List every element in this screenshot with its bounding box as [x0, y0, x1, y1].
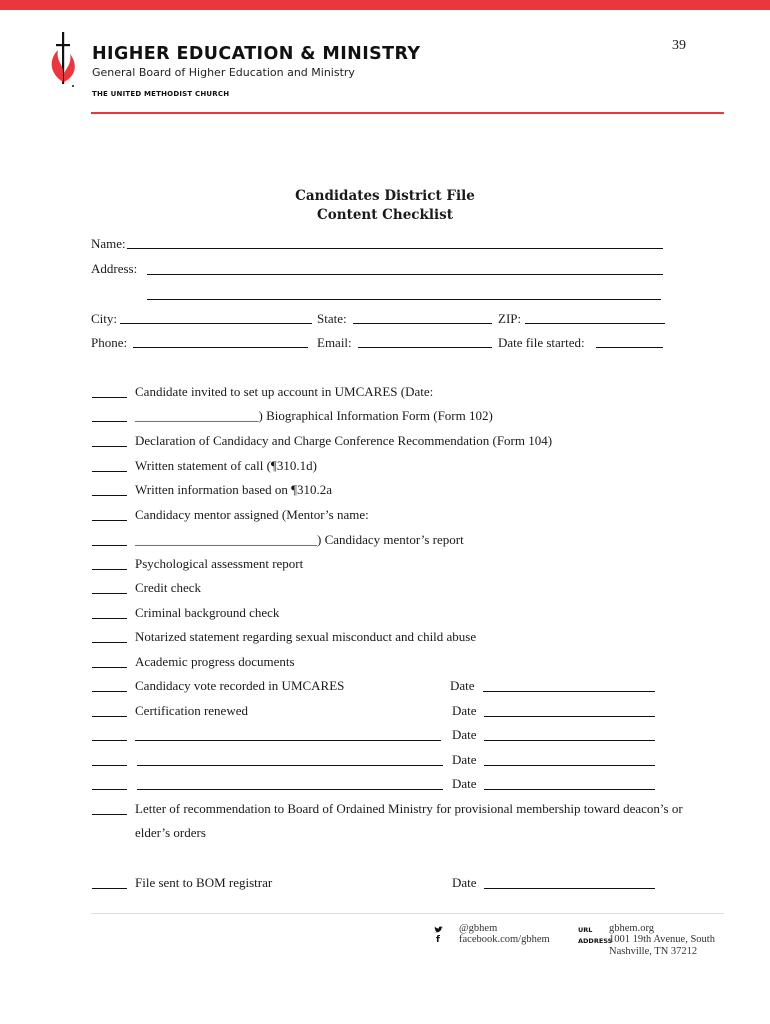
address-label: Address: — [91, 261, 138, 276]
checklist-item — [0, 458, 770, 476]
checklist-item — [0, 433, 770, 451]
date-field[interactable] — [484, 789, 655, 790]
twitter-handle[interactable]: @gbhem — [459, 923, 498, 934]
check-blank[interactable] — [92, 691, 127, 692]
checklist-item-text: elder’s orders — [135, 825, 206, 840]
checklist-item — [0, 556, 770, 574]
church-name: THE UNITED METHODIST CHURCH — [92, 90, 230, 98]
check-blank[interactable] — [92, 421, 127, 422]
check-blank[interactable] — [92, 471, 127, 472]
page-number: 39 — [672, 38, 686, 53]
cross-and-flame-logo-icon — [48, 30, 84, 88]
date-field[interactable] — [484, 888, 655, 889]
checklist-item — [0, 875, 770, 893]
url-key: URL — [578, 926, 593, 934]
check-blank[interactable] — [92, 495, 127, 496]
checklist-item-text: Criminal background check — [135, 605, 280, 620]
checklist-item — [0, 580, 770, 598]
checklist-item-text: Psychological assessment report — [135, 556, 304, 571]
facebook-icon: f — [436, 935, 440, 945]
checklist-item — [0, 532, 770, 550]
city-field[interactable] — [120, 323, 312, 324]
check-blank[interactable] — [92, 716, 127, 717]
date-field[interactable] — [484, 765, 655, 766]
date-label: Date — [452, 752, 477, 767]
check-blank[interactable] — [92, 593, 127, 594]
custom-item-field[interactable] — [137, 789, 443, 790]
check-blank[interactable] — [92, 446, 127, 447]
form-subtitle: Content Checklist — [317, 207, 453, 223]
check-blank[interactable] — [92, 888, 127, 889]
checklist-item-text: Certification renewed — [135, 703, 248, 718]
phone-label: Phone: — [91, 335, 128, 350]
organization-title: HIGHER EDUCATION & MINISTRY — [92, 44, 421, 64]
checklist-item-custom — [0, 727, 770, 745]
date-started-label: Date file started: — [498, 335, 585, 350]
check-blank[interactable] — [92, 618, 127, 619]
checklist-item — [0, 678, 770, 696]
date-field[interactable] — [483, 691, 655, 692]
check-blank[interactable] — [92, 545, 127, 546]
checklist-item-text: Declaration of Candidacy and Charge Conference Recommendation (Form 104) — [135, 433, 553, 448]
checklist-item-text: Candidacy mentor assigned (Mentor’s name: — [135, 507, 369, 522]
date-field[interactable] — [484, 740, 655, 741]
date-started-field[interactable] — [596, 347, 663, 348]
check-blank[interactable] — [92, 520, 127, 521]
checklist-item-text: Candidacy vote recorded in UMCARES — [135, 678, 345, 693]
address-line-2: Nashville, TN 37212 — [609, 946, 698, 957]
website-link[interactable]: gbhem.org — [609, 923, 655, 934]
address-field-line-2[interactable] — [147, 299, 661, 300]
checklist-item — [0, 507, 770, 525]
checklist-item-text: ____________________________) Candidacy mentor’s report — [135, 532, 464, 547]
checklist-item-text: Letter of recommendation to Board of Ordained Ministry for provisional membership toward deacon’s or — [135, 801, 683, 816]
address-key: ADDRESS — [578, 937, 613, 945]
checklist-item-text: Written statement of call (¶310.1d) — [135, 458, 317, 473]
checklist-item — [0, 408, 770, 426]
phone-field[interactable] — [133, 347, 308, 348]
city-label: City: — [91, 311, 118, 326]
date-field[interactable] — [484, 716, 655, 717]
twitter-icon — [434, 926, 443, 934]
header-divider — [91, 112, 724, 114]
checklist-item-text: Credit check — [135, 580, 202, 595]
date-label: Date — [452, 727, 477, 742]
checklist-item — [0, 482, 770, 500]
custom-item-field[interactable] — [137, 765, 443, 766]
check-blank[interactable] — [92, 789, 127, 790]
checklist-item-custom — [0, 752, 770, 770]
checklist-item-text: Academic progress documents — [135, 654, 295, 669]
footer-divider — [91, 913, 724, 914]
checklist-item — [0, 605, 770, 623]
checklist-item-text: Notarized statement regarding sexual misconduct and child abuse — [135, 629, 477, 644]
form-title: Candidates District File — [295, 188, 475, 204]
organization-subtitle: General Board of Higher Education and Ministry — [92, 66, 355, 79]
checklist-item-continuation — [0, 825, 770, 843]
checklist-item — [0, 654, 770, 672]
checklist-item-custom — [0, 776, 770, 794]
checklist-item — [0, 629, 770, 647]
facebook-link[interactable]: facebook.com/gbhem — [459, 934, 550, 945]
check-blank[interactable] — [92, 397, 127, 398]
state-label: State: — [317, 311, 347, 326]
zip-label: ZIP: — [498, 311, 522, 326]
email-label: Email: — [317, 335, 352, 350]
date-label: Date — [452, 875, 477, 890]
zip-field[interactable] — [525, 323, 665, 324]
check-blank[interactable] — [92, 740, 127, 741]
date-label: Date — [452, 703, 477, 718]
check-blank[interactable] — [92, 667, 127, 668]
checklist-item — [0, 384, 770, 402]
name-label: Name: — [91, 236, 126, 251]
checklist-item-text: ___________________) Biographical Information Form (Form 102) — [135, 408, 493, 423]
checklist-item — [0, 801, 770, 819]
checklist-item-text: File sent to BOM registrar — [135, 875, 273, 890]
top-color-bar — [0, 0, 770, 10]
check-blank[interactable] — [92, 569, 127, 570]
checklist-item — [0, 703, 770, 721]
check-blank[interactable] — [92, 642, 127, 643]
date-label: Date — [452, 776, 477, 791]
check-blank[interactable] — [92, 765, 127, 766]
checklist-item-text: Candidate invited to set up account in UMCARES (Date: — [135, 384, 434, 399]
email-field[interactable] — [358, 347, 492, 348]
date-label: Date — [450, 678, 475, 693]
address-field[interactable] — [147, 274, 663, 275]
name-field[interactable] — [127, 248, 663, 249]
custom-item-field[interactable] — [135, 740, 441, 741]
check-blank[interactable] — [92, 814, 127, 815]
checklist-item-text: Written information based on ¶310.2a — [135, 482, 333, 497]
state-field[interactable] — [353, 323, 492, 324]
address-line-1: 1001 19th Avenue, South — [609, 934, 715, 945]
